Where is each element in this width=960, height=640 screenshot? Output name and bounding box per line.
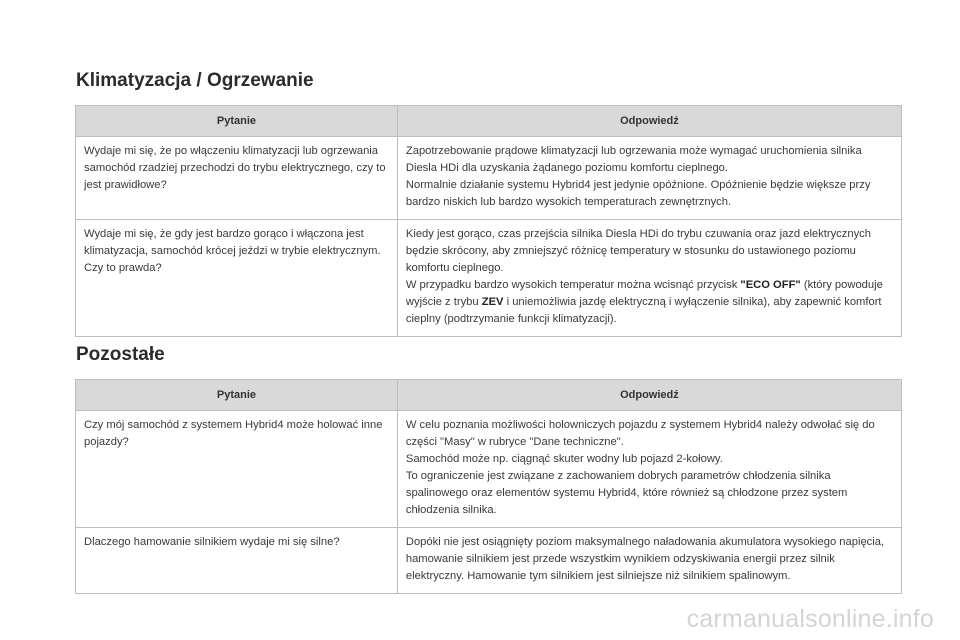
section-title-other: Pozostałe — [76, 344, 165, 365]
answer-cell — [397, 137, 901, 220]
question-cell: Wydaje mi się, że po włączeniu klimatyzacji lub ogrzewania samochód rzadziej przechodzi do trybu elektrycznego, czy to jest prawidłowe? — [76, 137, 398, 220]
table-row — [76, 137, 902, 220]
answer-text: Dopóki nie jest osiągnięty poziom maksymalnego naładowania akumulatora wysokiego napięcia, hamowanie silnikiem jest przede wszystkim wynikiem odzyskiwania energii przez silnik elektryczny. Hamowanie tym silnikiem jest silniejsze niż silnikiem spalinowym. — [405, 536, 885, 582]
section-title-air-conditioning: Klimatyzacja / Ogrzewanie — [76, 70, 314, 91]
column-header-question: Pytanie — [76, 106, 398, 137]
answer-text: Normalnie działanie systemu Hybrid4 jest jedynie opóźnione. Opóźnienie będzie większe przy bardzo niskich lub bardzo wysokich temperaturach zewnętrznych. — [405, 179, 871, 208]
answer-bold-text: ZEV — [481, 296, 504, 308]
column-header-question: Pytanie — [76, 380, 398, 411]
question-cell: Czy mój samochód z systemem Hybrid4 może holować inne pojazdy? — [76, 411, 398, 528]
table-row — [76, 528, 902, 594]
table-row — [76, 411, 902, 528]
answer-paragraph — [406, 226, 893, 277]
watermark: carmanualsonline.info — [686, 605, 934, 633]
faq-table-other — [75, 379, 902, 594]
answer-paragraph — [406, 417, 893, 451]
answer-paragraph — [406, 177, 893, 211]
table-header-row — [76, 380, 902, 411]
answer-paragraph — [406, 468, 893, 519]
question-cell: Dlaczego hamowanie silnikiem wydaje mi się silne? — [76, 528, 398, 594]
column-header-answer: Odpowiedź — [397, 380, 901, 411]
column-header-answer: Odpowiedź — [397, 106, 901, 137]
answer-text: i uniemożliwia jazdę elektryczną i wyłączenie silnika), aby zapewnić komfort cieplny (podtrzymanie funkcji klimatyzacji). — [405, 296, 882, 325]
answer-paragraph — [406, 143, 893, 177]
answer-cell — [397, 220, 901, 337]
answer-cell — [397, 528, 901, 594]
answer-paragraph — [406, 451, 893, 468]
answer-bold-text: "ECO OFF" — [740, 279, 801, 291]
answer-paragraph — [406, 534, 893, 585]
answer-text: (który powoduje wyjście z trybu — [405, 279, 883, 308]
answer-text: W celu poznania możliwości holowniczych pojazdu z systemem Hybrid4 należy odwołać się do części "Masy" w rubryce "Dane techniczne". — [405, 419, 875, 448]
answer-text: To ograniczenie jest związane z zachowaniem dobrych parametrów chłodzenia silnika spalinowego oraz elementów systemu Hybrid4, które również są chłodzone przez system chłodzenia silnika. — [405, 470, 848, 516]
answer-text: Samochód może np. ciągnąć skuter wodny lub pojazd 2-kołowy. — [405, 453, 723, 465]
faq-table-air-conditioning — [75, 105, 902, 337]
question-cell: Wydaje mi się, że gdy jest bardzo gorąco i włączona jest klimatyzacja, samochód krócej jeździ w trybie elektrycznym. Czy to prawda? — [76, 220, 398, 337]
table-row — [76, 220, 902, 337]
answer-text: Kiedy jest gorąco, czas przejścia silnika Diesla HDi do trybu czuwania oraz jazd elektrycznych będzie skrócony, aby zmniejszyć różnicę temperatury w stosunku do ustawionego poziomu komfortu cieplnego. — [405, 228, 871, 274]
answer-text: Zapotrzebowanie prądowe klimatyzacji lub ogrzewania może wymagać uruchomienia silnika Diesla HDi dla uzyskania żądanego poziomu komfortu cieplnego. — [405, 145, 862, 174]
answer-paragraph — [406, 277, 893, 328]
answer-text: W przypadku bardzo wysokich temperatur można wcisnąć przycisk — [405, 279, 741, 291]
answer-cell — [397, 411, 901, 528]
table-header-row — [76, 106, 902, 137]
